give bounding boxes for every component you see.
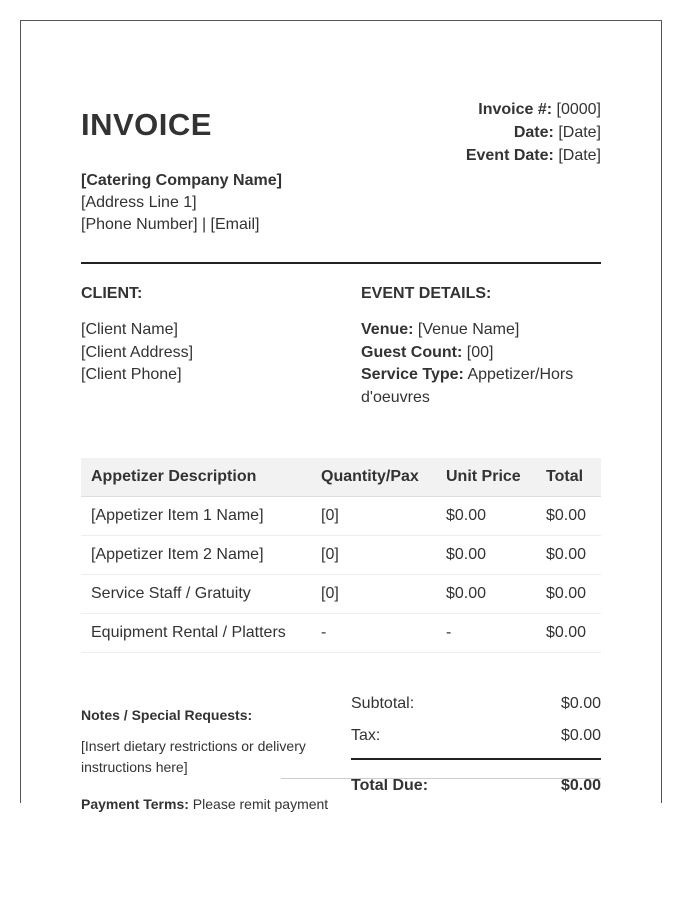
item-total: $0.00 xyxy=(536,536,601,575)
invoice-title: INVOICE xyxy=(81,107,212,142)
invoice-date-label: Date: xyxy=(513,124,554,141)
table-row xyxy=(81,497,601,536)
event-service-type xyxy=(361,364,601,409)
item-unit-price: $0.00 xyxy=(436,497,536,536)
client-address: [Client Address] xyxy=(81,343,194,361)
invoice-number-value: [0000] xyxy=(556,101,601,118)
item-unit-price: $0.00 xyxy=(436,536,536,575)
item-quantity: [0] xyxy=(311,536,436,575)
invoice-date-value: [Date] xyxy=(558,124,601,141)
item-quantity: [0] xyxy=(311,575,436,614)
event-date-label: Event Date: xyxy=(465,147,554,164)
event-date-value: [Date] xyxy=(558,147,601,164)
client-phone: [Client Phone] xyxy=(81,366,182,383)
invoice-page xyxy=(20,20,662,812)
subtotal-label: Subtotal: xyxy=(351,695,415,712)
item-quantity: [0] xyxy=(311,497,436,536)
company-name: [Catering Company Name] xyxy=(81,172,282,189)
item-total: $0.00 xyxy=(536,497,601,536)
payment-terms-label: Payment Terms: xyxy=(81,796,189,812)
header-description: Appetizer Description xyxy=(81,458,311,497)
subtotal-row xyxy=(351,688,601,720)
line-items-table xyxy=(81,458,601,653)
payment-terms-text: Please remit payment xyxy=(192,796,329,812)
event-section xyxy=(361,285,601,409)
invoice-content xyxy=(81,21,601,812)
subtotal-value: $0.00 xyxy=(560,695,601,712)
item-description: [Appetizer Item 2 Name] xyxy=(81,536,311,575)
venue-label: Venue: xyxy=(361,321,414,338)
table-row xyxy=(81,536,601,575)
total-due-label: Total Due: xyxy=(351,777,429,794)
company-info xyxy=(81,170,282,236)
total-due-value: $0.00 xyxy=(560,777,601,794)
event-venue xyxy=(361,319,601,342)
item-description: [Appetizer Item 1 Name] xyxy=(81,497,311,536)
venue-value: [Venue Name] xyxy=(417,321,520,338)
client-section xyxy=(81,285,341,387)
header-quantity: Quantity/Pax xyxy=(311,458,436,497)
totals-section xyxy=(351,688,601,802)
header-unit-price: Unit Price xyxy=(436,458,536,497)
item-description: Service Staff / Gratuity xyxy=(81,575,311,614)
table-row xyxy=(81,575,601,614)
tax-value: $0.00 xyxy=(560,727,601,744)
item-description: Equipment Rental / Platters xyxy=(81,614,311,653)
invoice-date-line xyxy=(466,121,601,144)
service-type-value: Appetizer/Hors d'oeuvres xyxy=(361,366,574,406)
item-total: $0.00 xyxy=(536,614,601,653)
event-date-line xyxy=(466,144,601,167)
invoice-number-line xyxy=(466,98,601,121)
event-title: EVENT DETAILS: xyxy=(361,285,492,302)
table-header-row xyxy=(81,458,601,497)
notes-text: [Insert dietary restrictions or delivery instructions here] xyxy=(81,738,306,775)
client-name: [Client Name] xyxy=(81,321,178,338)
company-contact: [Phone Number] | [Email] xyxy=(81,216,260,233)
total-due-row xyxy=(351,758,601,802)
guest-count-label: Guest Count: xyxy=(361,343,463,361)
item-total: $0.00 xyxy=(536,575,601,614)
header-divider xyxy=(81,262,601,264)
item-quantity: - xyxy=(311,614,436,653)
item-unit-price: - xyxy=(436,614,536,653)
tax-label: Tax: xyxy=(351,727,381,744)
company-address: [Address Line 1] xyxy=(81,194,197,211)
table-row xyxy=(81,614,601,653)
notes-divider xyxy=(281,778,601,779)
payment-terms xyxy=(81,794,341,815)
tax-row xyxy=(351,720,601,752)
invoice-meta xyxy=(466,98,601,167)
guest-count-value: [00] xyxy=(466,343,494,361)
header-total: Total xyxy=(536,458,601,497)
service-type-label: Service Type: xyxy=(361,366,464,383)
item-unit-price: $0.00 xyxy=(436,575,536,614)
notes-section xyxy=(81,705,341,815)
client-title: CLIENT: xyxy=(81,285,143,302)
notes-title: Notes / Special Requests: xyxy=(81,707,253,723)
event-guest-count xyxy=(361,342,601,365)
invoice-number-label: Invoice #: xyxy=(478,101,553,118)
